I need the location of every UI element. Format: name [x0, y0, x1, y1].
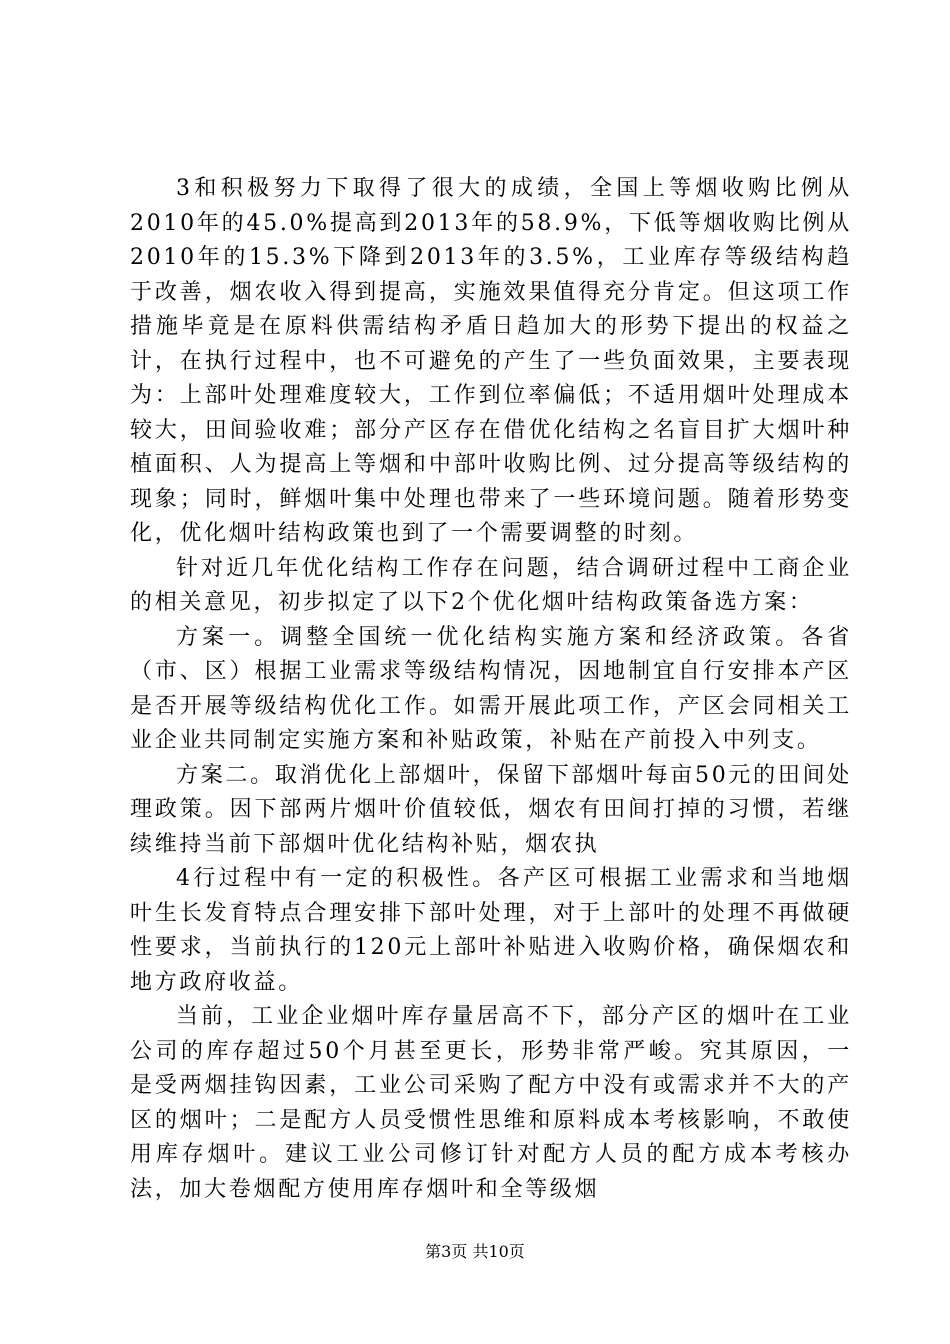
page-footer: 第3页 共10页 [425, 1242, 525, 1261]
paragraph-5: 4行过程中有一定的积极性。各产区可根据工业需求和当地烟叶生长发育特点合理安排下部叶处理，对于上部叶的处理不再做硬性要求，当前执行的120元上部叶补贴进入收购价格，确保烟农和地方政府收益。 [130, 866, 852, 995]
paragraph-2: 针对近几年优化结构工作存在问题，结合调研过程中工商企业的相关意见，初步拟定了以下2个优化烟叶结构政策备选方案： [130, 555, 852, 615]
paragraph-4: 方案二。取消优化上部烟叶，保留下部烟叶每亩50元的田间处理政策。因下部两片烟叶价值较低，烟农有田间打掉的习惯，若继续维持当前下部烟叶优化结构补贴，烟农执 [130, 762, 852, 857]
paragraph-3: 方案一。调整全国统一优化结构实施方案和经济政策。各省（市、区）根据工业需求等级结构情况，因地制宜自行安排本产区是否开展等级结构优化工作。如需开展此项工作，产区会同相关工业企业共同制定实施方案和补贴政策，补贴在产前投入中列支。 [130, 624, 852, 753]
document-body [130, 172, 852, 1207]
paragraph-6: 当前，工业企业烟叶库存量居高不下，部分产区的烟叶在工业公司的库存超过50个月甚至更长，形势非常严峻。究其原因，一是受两烟挂钩因素，工业公司采购了配方中没有或需求并不大的产区的烟叶；二是配方人员受惯性思维和原料成本考核影响，不敢使用库存烟叶。建议工业公司修订针对配方人员的配方成本考核办法，加大卷烟配方使用库存烟叶和全等级烟 [130, 1004, 852, 1202]
paragraph-1: 3和积极努力下取得了很大的成绩，全国上等烟收购比例从2010年的45.0%提高到2013年的58.9%，下低等烟收购比例从2010年的15.3%下降到2013年的3.5%，工业库存等级结构趋于改善，烟农收入得到提高，实施效果值得充分肯定。但这项工作措施毕竟是在原料供需结构矛盾日趋加大的形势下提出的权益之计，在执行过程中，也不可避免的产生了一些负面效果，主要表现为：上部叶处理难度较大，工作到位率偏低；不适用烟叶处理成本较大，田间验收难；部分产区存在借优化结构之名盲目扩大烟叶种植面积、人为提高上等烟和中部叶收购比例、过分提高等级结构的现象；同时，鲜烟叶集中处理也带来了一些环境问题。随着形势变化，优化烟叶结构政策也到了一个需要调整的时刻。 [130, 176, 852, 546]
